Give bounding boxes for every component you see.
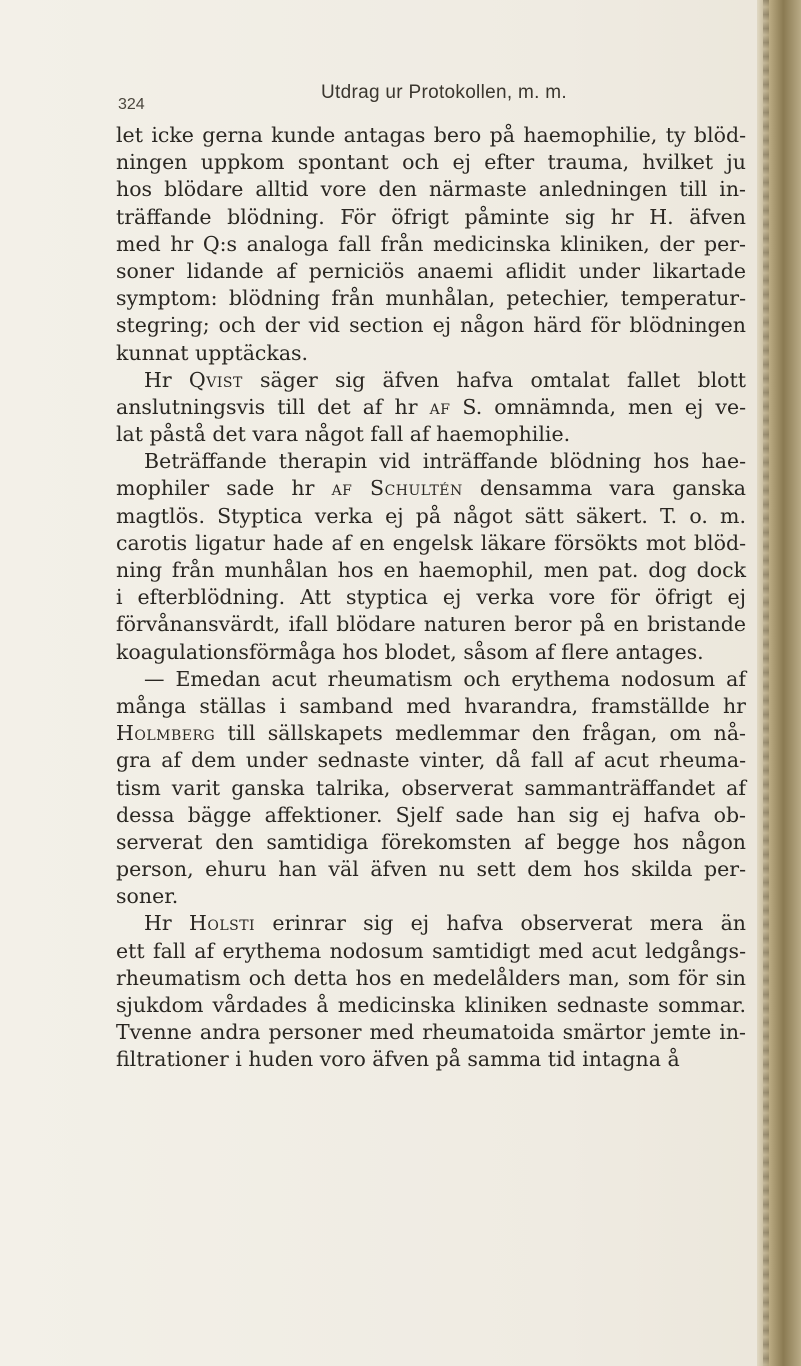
line-text: ett fall af erythema nodosum samtidigt med acut ledgångs- [116,938,746,963]
line-text: rheumatism och detta hos en medelålders man, som för sin [116,965,746,990]
line-text: person, ehuru han väl äfven nu sett dem hos skilda per- [116,857,746,882]
text-line [116,584,746,611]
text-line [116,992,746,1019]
text-line [116,530,746,557]
text-line [116,720,746,747]
line-text: filtrationer i huden voro äfven på samma tid intagna å [116,1047,680,1072]
person-name: Holsti [188,911,256,936]
text-line [116,475,746,502]
page-number: 324 [118,96,145,113]
line-text: i efterblödning. Att styptica ej verka vore för öfrigt ej [116,585,746,610]
text-line [116,149,746,176]
line-text: symptom: blödning från munhålan, petechier, temperatur- [116,286,746,311]
line-text: magtlös. Styptica verka ej på något sätt säkert. T. o. m. [116,503,746,528]
body-text [116,122,746,1074]
text-line [116,666,746,693]
line-text: Beträffande therapin vid inträffande blödning hos hae- [144,449,746,474]
text-line [116,802,746,829]
text-line [116,312,746,339]
line-text: Hr [144,367,189,392]
line-text: mophiler sade hr [116,476,332,501]
line-text: let icke gerna kunde antagas bero på haemophilie, ty blöd- [116,123,746,147]
line-text: densamma vara ganska [462,476,746,501]
line-text: säger sig äfven hafva omtalat fallet blott [242,367,746,392]
line-text: Hr [144,911,189,936]
text-line [116,176,746,203]
line-text: Tvenne andra personer med rheumatoida smärtor jemte in- [116,1020,746,1045]
line-text: soner. [116,884,179,909]
text-line [116,910,746,937]
person-name: af [429,394,451,419]
book-spine-edge [757,0,801,1366]
text-line [116,448,746,475]
line-text: tism varit ganska talrika, observerat sammanträffandet af [116,775,746,800]
text-line [116,938,746,965]
line-text: träffande blödning. För öfrigt påminte sig hr H. äfven [116,204,746,229]
text-line [116,122,746,149]
line-text: stegring; och der vid section ej någon härd för blödningen [116,313,746,338]
running-head: Utdrag ur Protokollen, m. m. [321,82,567,103]
line-text: soner lidande af perniciös anaemi aflidit under likartade [116,258,746,283]
text-line [116,421,746,448]
line-text: lat påstå det vara något fall af haemophilie. [116,422,571,447]
line-text: anslutningsvis till det af hr [116,394,430,419]
text-line [116,829,746,856]
line-text: många ställas i samband med hvarandra, framställde hr [116,693,746,718]
text-line [116,747,746,774]
text-line [116,1046,746,1073]
text-line [116,639,746,666]
text-line [116,367,746,394]
line-text: förvånansvärdt, ifall blödare naturen beror på en bristande [116,612,746,637]
line-text: gra af dem under sednaste vinter, då fall af acut rheuma- [116,748,746,773]
text-line [116,503,746,530]
person-name: Qvist [188,367,243,392]
line-text: erinrar sig ej hafva observerat mera än [255,911,746,936]
line-text: till sällskapets medlemmar den frågan, om nå- [215,721,746,746]
line-text: med hr Q:s analoga fall från medicinska kliniken, der per- [116,231,746,256]
line-text: carotis ligatur hade af en engelsk läkare försökts mot blöd- [116,530,746,555]
text-line [116,258,746,285]
person-name: Holmberg [116,721,216,746]
text-line [116,883,746,910]
line-text: — Emedan acut rheumatism och erythema nodosum af [144,666,746,691]
text-line [116,693,746,720]
text-line [116,340,746,367]
line-text: hos blödare alltid vore den närmaste anledningen till in- [116,177,746,202]
text-line [116,965,746,992]
line-text: kunnat upptäckas. [116,340,309,365]
text-line [116,856,746,883]
line-text: S. omnämnda, men ej ve- [450,394,746,419]
line-text: ning från munhålan hos en haemophil, men pat. dog dock [116,558,746,582]
line-text: ningen uppkom spontant och ej efter trauma, hvilket ju [116,150,746,175]
text-line [116,775,746,802]
line-text: serverat den samtidiga förekomsten af begge hos någon [116,829,746,854]
text-line [116,557,746,584]
line-text: sjukdom vårdades å medicinska kliniken sednaste sommar. [116,993,746,1017]
line-text: koagulationsförmåga hos blodet, såsom af flere antages. [116,639,704,664]
text-line [116,204,746,231]
text-line [116,394,746,421]
page-header [118,82,728,112]
person-name: af Schultén [331,476,463,501]
text-line [116,1019,746,1046]
line-text: dessa bägge affektioner. Sjelf sade han sig ej hafva ob- [116,802,746,827]
text-line [116,285,746,312]
text-line [116,231,746,258]
text-line [116,611,746,638]
